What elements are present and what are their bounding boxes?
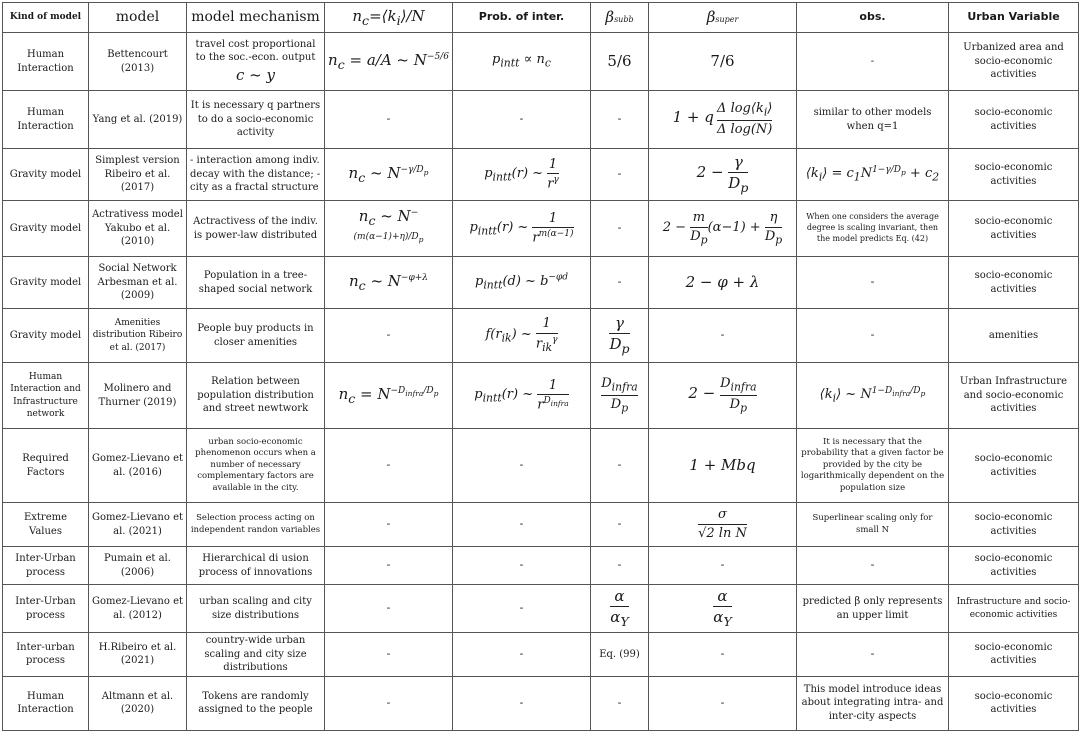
cell-beta-super: $\frac{\sigma}{\text{√2 ln N}}$ [649, 503, 797, 547]
table-row [3, 547, 1079, 585]
cell-nc: - [325, 503, 453, 547]
header-urban: Urban Variable [949, 3, 1079, 33]
cell-kind: Inter-Urban process [3, 547, 89, 585]
cell-model: Social Network Arbesman et al. (2009) [89, 257, 187, 309]
cell-prob: $p_{intt} \propto n_c$ [453, 33, 591, 91]
cell-kind: Inter-Urban process [3, 585, 89, 633]
cell-obs: When one considers the average degree is scaling invariant, then the model predicts Eq. (42) [797, 201, 949, 257]
cell-mechanism: Selection process acting on independent randon variables [187, 503, 325, 547]
table-row [3, 363, 1079, 429]
cell-nc: - [325, 91, 453, 149]
header-kind: Kind of model [3, 3, 89, 33]
cell-prob: $p_{intt}(r)$ ~ $\frac{1}{r^\gamma}$ [453, 149, 591, 201]
cell-kind: Human Interaction [3, 33, 89, 91]
cell-model: Bettencourt (2013) [89, 33, 187, 91]
cell-urban: Infrastructure and socio-economic activities [949, 585, 1079, 633]
cell-mechanism: Tokens are randomly assigned to the people [187, 676, 325, 730]
cell-mechanism: Actractivess of the indiv. is power-law distributed [187, 201, 325, 257]
cell-beta-super: 2 − φ + λ [649, 257, 797, 309]
cell-obs: predicted β only represents an upper limit [797, 585, 949, 633]
cell-beta-super: 7/6 [649, 33, 797, 91]
cell-obs: - [797, 633, 949, 677]
cell-beta-subb: - [591, 503, 649, 547]
cell-prob: - [453, 429, 591, 503]
cell-kind: Extreme Values [3, 503, 89, 547]
cell-nc: - [325, 547, 453, 585]
cell-beta-subb: $\frac{\gamma}{D_p}$ [591, 309, 649, 363]
cell-prob: - [453, 91, 591, 149]
table-row [3, 503, 1079, 547]
cell-beta-super: - [649, 676, 797, 730]
cell-urban: socio-economic activities [949, 429, 1079, 503]
cell-urban: socio-economic activities [949, 503, 1079, 547]
cell-beta-super: 2 − $\frac{\gamma}{D_p}$ [649, 149, 797, 201]
cell-prob: - [453, 633, 591, 677]
cell-kind: Inter-urban process [3, 633, 89, 677]
cell-mechanism: country-wide urban scaling and city size distributions [187, 633, 325, 677]
cell-nc: $n_c$ ~ $N^{-\varphi+\lambda}$ [325, 257, 453, 309]
cell-obs: It is necessary that the probability that a given factor be provided by the city be logarithmically dependent on the population size [797, 429, 949, 503]
table-row [3, 33, 1079, 91]
cell-prob: $f(r_{ik})$ ~ $\frac{1}{r_{ik}^\gamma}$ [453, 309, 591, 363]
header-mechanism: model mechanism [187, 3, 325, 33]
cell-urban: Urban Infrastructure and socio-economic activities [949, 363, 1079, 429]
cell-nc: - [325, 309, 453, 363]
cell-nc: $n_c$ ~ $N^{-(m(\alpha-1)+\eta)/D_p}$ [325, 201, 453, 257]
cell-beta-super: - [649, 633, 797, 677]
header-nc: $n_c=⟨k_i⟩/N$ [325, 3, 453, 33]
header-prob: Prob. of inter. [453, 3, 591, 33]
cell-obs: $⟨k_i⟩$ ~ $N^{1-D_{infra}/D_p}$ [797, 363, 949, 429]
cell-model: Simplest version Ribeiro et al. (2017) [89, 149, 187, 201]
cell-kind: Gravity model [3, 149, 89, 201]
cell-beta-subb: $\frac{\alpha}{\alpha_Y}$ [591, 585, 649, 633]
cell-beta-subb: Eq. (99) [591, 633, 649, 677]
table-row [3, 91, 1079, 149]
cell-beta-super: - [649, 309, 797, 363]
cell-beta-super: 1 + q $\frac{\Delta \log⟨k_i⟩}{\text{Δ log(N)}}$ [649, 91, 797, 149]
cell-mechanism: urban scaling and city size distributions [187, 585, 325, 633]
cell-beta-super: 2 − $\frac{m}{D_p}$ (α−1) + $\frac{\eta}{D_p}$ [649, 201, 797, 257]
cell-obs: similar to other models when q=1 [797, 91, 949, 149]
cell-model: Amenities distribution Ribeiro et al. (2017) [89, 309, 187, 363]
cell-mechanism [187, 33, 325, 91]
cell-beta-subb: $\frac{D_{infra}}{D_p}$ [591, 363, 649, 429]
table-row [3, 257, 1079, 309]
cell-mechanism: Population in a tree-shaped social network [187, 257, 325, 309]
cell-nc: - [325, 676, 453, 730]
models-table [2, 2, 1079, 731]
cell-beta-subb: - [591, 91, 649, 149]
cell-nc: $n_c$ ~ $N^{-\gamma/D_p}$ [325, 149, 453, 201]
table-row [3, 633, 1079, 677]
cell-prob: $p_{intt}(d)$ ~ $b^{-\varphi d}$ [453, 257, 591, 309]
cell-kind: Gravity model [3, 201, 89, 257]
cell-obs: - [797, 547, 949, 585]
cell-beta-subb: - [591, 547, 649, 585]
cell-kind: Human Interaction and Infrastructure network [3, 363, 89, 429]
cell-nc: - [325, 633, 453, 677]
cell-nc: - [325, 585, 453, 633]
cell-model: Gomez-Lievano et al. (2016) [89, 429, 187, 503]
cell-mechanism: Hierarchical di usion process of innovations [187, 547, 325, 585]
cell-beta-subb: - [591, 257, 649, 309]
cell-mechanism: Relation between population distribution and street newtwork [187, 363, 325, 429]
cell-prob: $p_{intt}(r)$ ~ $\frac{1}{r^{D_{infra}}}$ [453, 363, 591, 429]
cell-model: Gomez-Lievano et al. (2021) [89, 503, 187, 547]
cell-kind: Required Factors [3, 429, 89, 503]
cell-obs: - [797, 257, 949, 309]
cell-kind: Gravity model [3, 257, 89, 309]
cell-prob: - [453, 547, 591, 585]
cell-model: Molinero and Thurner (2019) [89, 363, 187, 429]
cell-obs: - [797, 33, 949, 91]
cell-urban: socio-economic activities [949, 633, 1079, 677]
cell-mechanism: It is necessary q partners to do a socio-economic activity [187, 91, 325, 149]
cell-model: Pumain et al. (2006) [89, 547, 187, 585]
header-model: model [89, 3, 187, 33]
header-beta-super: βsuper [649, 3, 797, 33]
table-row [3, 429, 1079, 503]
cell-prob: $p_{intt}(r)$ ~ $\frac{1}{r^{m(\alpha-1)}}$ [453, 201, 591, 257]
table-row [3, 149, 1079, 201]
cell-beta-subb: - [591, 201, 649, 257]
cell-prob: - [453, 585, 591, 633]
cell-urban: amenities [949, 309, 1079, 363]
cell-urban: socio-economic activities [949, 201, 1079, 257]
cell-beta-subb: - [591, 676, 649, 730]
cell-prob: - [453, 676, 591, 730]
cell-urban: socio-economic activities [949, 91, 1079, 149]
cell-nc: $n_c = a/A$ ~ $N^{-5/6}$ [325, 33, 453, 91]
cell-model: Yang et al. (2019) [89, 91, 187, 149]
table-row [3, 585, 1079, 633]
cell-beta-subb: - [591, 149, 649, 201]
cell-urban: socio-economic activities [949, 149, 1079, 201]
cell-obs: This model introduce ideas about integrating intra- and inter-city aspects [797, 676, 949, 730]
cell-urban: Urbanized area and socio-economic activities [949, 33, 1079, 91]
cell-obs: - [797, 309, 949, 363]
cell-mechanism: urban socio-economic phenomenon occurs when a number of necessary complementary factors are available in the city. [187, 429, 325, 503]
table-row [3, 309, 1079, 363]
cell-urban: socio-economic activities [949, 547, 1079, 585]
mechanism-text: travel cost proportional to the soc.-econ. output [195, 38, 316, 64]
cell-beta-super: 2 − $\frac{D_{infra}}{D_p}$ [649, 363, 797, 429]
cell-kind: Human Interaction [3, 91, 89, 149]
cell-model: Gomez-Lievano et al. (2012) [89, 585, 187, 633]
cell-model: Altmann et al. (2020) [89, 676, 187, 730]
cell-prob: - [453, 503, 591, 547]
cell-mechanism: - interaction among indiv. decay with the distance; - city as a fractal structure [187, 149, 325, 201]
table-row [3, 201, 1079, 257]
cell-beta-super: $\frac{\alpha}{\alpha_Y}$ [649, 585, 797, 633]
cell-obs: $⟨k_i⟩ = c_1N^{1-\gamma/D_p} + c_2$ [797, 149, 949, 201]
cell-beta-super: 1 + Mbq [649, 429, 797, 503]
cell-kind: Human Interaction [3, 676, 89, 730]
cell-model: Actrativess model Yakubo et al. (2010) [89, 201, 187, 257]
cell-urban: socio-economic activities [949, 257, 1079, 309]
cell-model: H.Ribeiro et al. (2021) [89, 633, 187, 677]
mechanism-math: c ~ y [236, 65, 275, 84]
cell-nc: - [325, 429, 453, 503]
cell-mechanism: People buy products in closer amenities [187, 309, 325, 363]
header-obs: obs. [797, 3, 949, 33]
cell-beta-super: - [649, 547, 797, 585]
cell-urban: socio-economic activities [949, 676, 1079, 730]
cell-beta-subb: - [591, 429, 649, 503]
cell-kind: Gravity model [3, 309, 89, 363]
cell-beta-subb: 5/6 [591, 33, 649, 91]
header-row [3, 3, 1079, 33]
cell-obs: Superlinear scaling only for small N [797, 503, 949, 547]
cell-nc: $n_c = N^{-D_{infra}/D_p}$ [325, 363, 453, 429]
header-beta-subb: βsubb [591, 3, 649, 33]
table-row [3, 676, 1079, 730]
